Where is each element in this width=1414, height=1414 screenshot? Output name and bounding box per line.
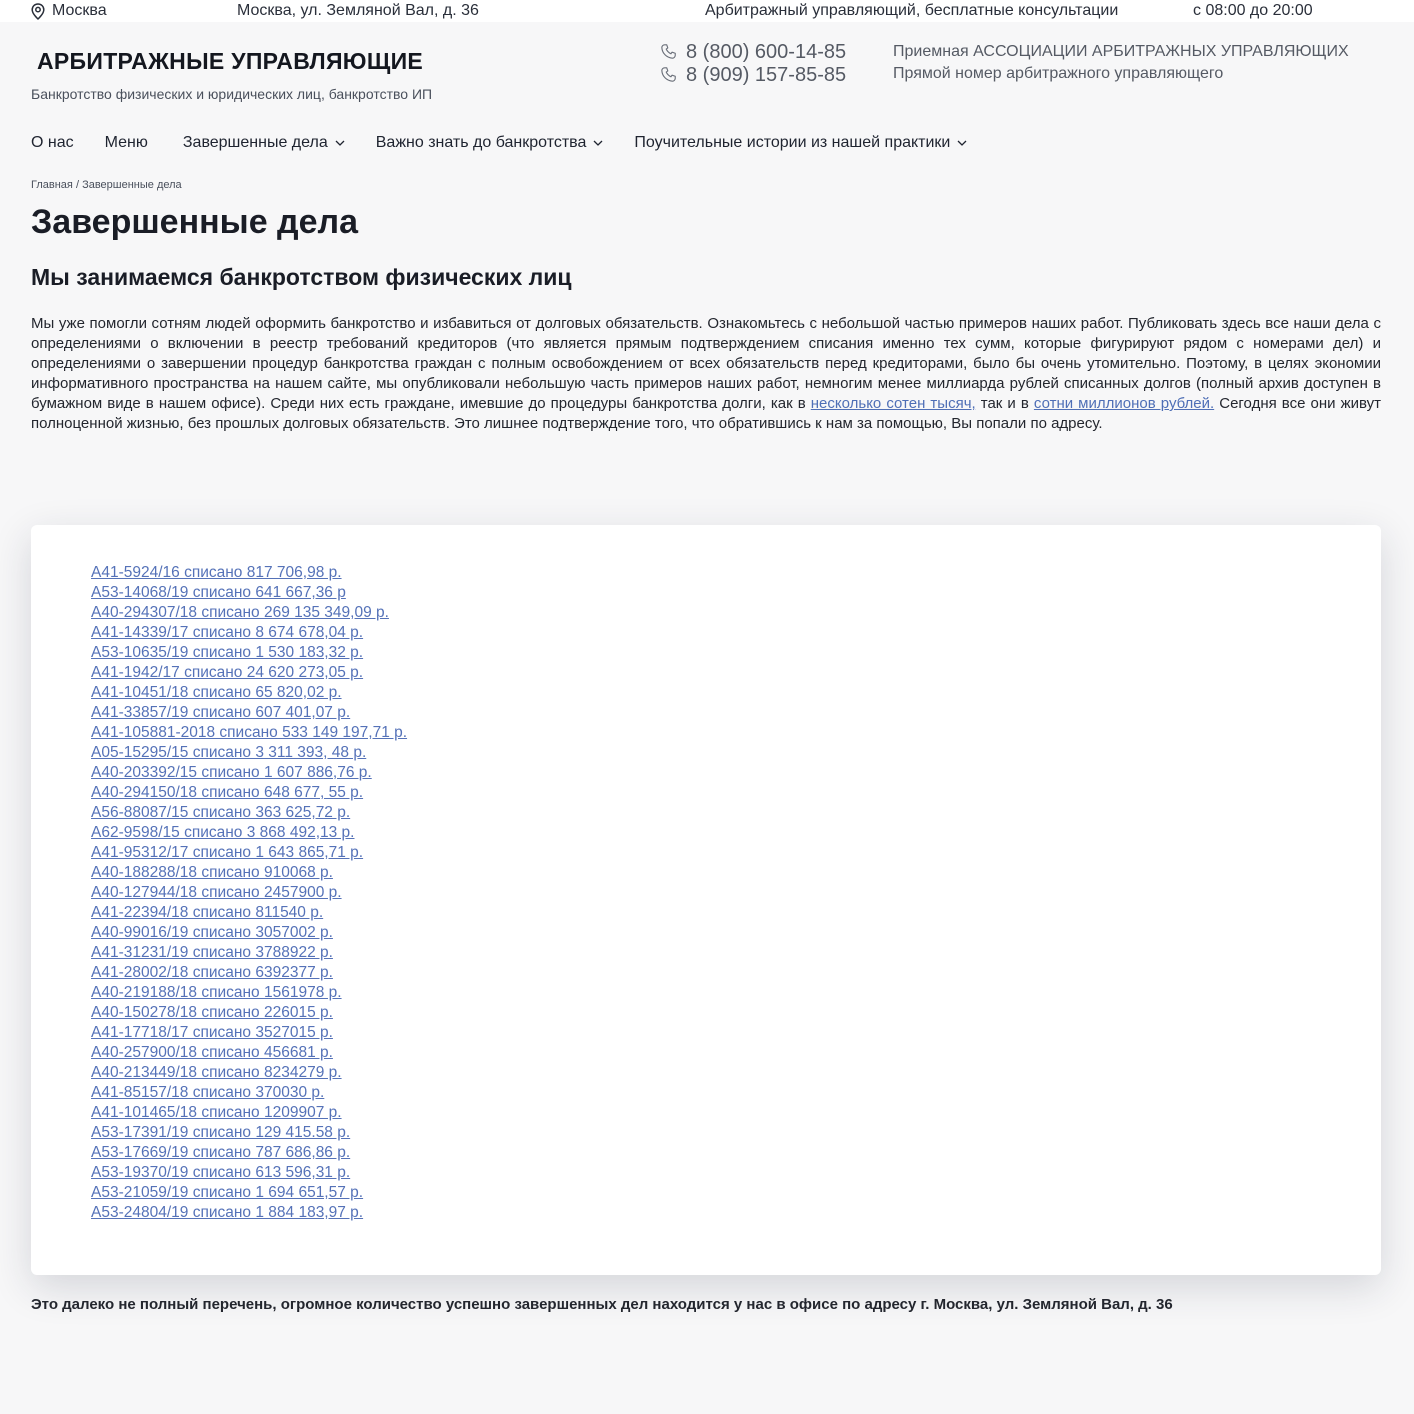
- list-item: [91, 583, 407, 603]
- list-item: [91, 1163, 407, 1183]
- intro-text-before: Мы уже помогли сотням людей оформить банкротство и избавиться от долговых обязательств. Ознакомьтесь с небольшой частью примеров наших работ. Публиковать здесь все наши дела с определениями о включении в реестр требований кредиторов (что является прямым подтверждением списания именно тех сумм, которые фигурируют рядом с номерами дел) и определениями о завершении процедур банкротства граждан с полным освобождением от всех обязательств перед кредиторами, было бы очень утомительно. Поэтому, в целях экономии информативного пространства на нашем сайте, мы опубликовали небольшую часть примеров наших работ, немногим менее миллиарда рублей списанных долгов (полный архив доступен в бумажном виде в нашем офисе). Среди них есть граждане, имевшие до процедуры банкротства долги, как в: [31, 315, 1381, 412]
- list-item: [91, 823, 407, 843]
- case-link[interactable]: А41-17718/17 списано 3527015 р.: [91, 1024, 333, 1041]
- list-item: [91, 983, 407, 1003]
- list-item: [91, 703, 407, 723]
- nav-item-menu[interactable]: [105, 134, 148, 152]
- case-link[interactable]: А53-17669/19 списано 787 686,86 р.: [91, 1144, 351, 1161]
- list-item: [91, 563, 407, 583]
- site-logo-title[interactable]: АРБИТРАЖНЫЕ УПРАВЛЯЮЩИЕ: [37, 48, 424, 74]
- list-item: [91, 1183, 407, 1203]
- case-link[interactable]: А41-105881-2018 списано 533 149 197,71 р.: [91, 724, 408, 741]
- case-link[interactable]: А40-188288/18 списано 910068 р.: [91, 864, 333, 881]
- case-link[interactable]: А40-203392/15 списано 1 607 886,76 р.: [91, 764, 372, 781]
- case-link[interactable]: А41-85157/18 списано 370030 р.: [91, 1084, 325, 1101]
- nav-item-completed-cases[interactable]: [183, 134, 345, 152]
- case-link[interactable]: А40-257900/18 списано 456681 р.: [91, 1044, 333, 1061]
- list-item: [91, 783, 407, 803]
- nav-item-label: Важно знать до банкротства: [375, 134, 587, 151]
- case-link[interactable]: А41-1942/17 списано 24 620 273,05 р.: [91, 664, 364, 681]
- list-item: [91, 1083, 407, 1103]
- list-item: [91, 943, 407, 963]
- list-item: [91, 1143, 407, 1163]
- list-item: [91, 803, 407, 823]
- case-link[interactable]: А53-21059/19 списано 1 694 651,57 р.: [91, 1184, 364, 1201]
- intro-link-hundreds-millions[interactable]: сотни миллионов рублей.: [1033, 395, 1215, 412]
- list-item: [91, 963, 407, 983]
- list-item: [91, 923, 407, 943]
- phone-link-2[interactable]: [660, 64, 846, 86]
- list-item: [91, 843, 407, 863]
- case-link[interactable]: А62-9598/15 списано 3 868 492,13 р.: [91, 824, 355, 841]
- list-item: [91, 1063, 407, 1083]
- case-link[interactable]: А41-28002/18 списано 6392377 р.: [91, 964, 333, 981]
- section-title: Мы занимаемся банкротством физических лиц: [31, 264, 572, 290]
- case-link[interactable]: А53-14068/19 списано 641 667,36 р: [91, 584, 346, 601]
- city-selector[interactable]: Москва: [52, 2, 107, 19]
- list-item: [91, 1123, 407, 1143]
- case-link[interactable]: А40-294307/18 списано 269 135 349,09 р.: [91, 604, 389, 621]
- case-link[interactable]: А41-22394/18 списано 811540 р.: [91, 904, 324, 921]
- case-link[interactable]: А56-88087/15 списано 363 625,72 р.: [91, 804, 351, 821]
- case-link[interactable]: А05-15295/15 списано 3 311 393, 48 р.: [91, 744, 367, 761]
- case-link[interactable]: А53-10635/19 списано 1 530 183,32 р.: [91, 644, 364, 661]
- case-link[interactable]: А40-294150/18 списано 648 677, 55 р.: [91, 784, 364, 801]
- nav-item-label: Завершенные дела: [182, 134, 328, 151]
- case-list: [91, 563, 407, 1223]
- list-item: [91, 683, 407, 703]
- nav-item-about[interactable]: [31, 134, 74, 152]
- list-item: [91, 663, 407, 683]
- list-item: [91, 723, 407, 743]
- phone-number-2[interactable]: 8 (909) 157-85-85: [686, 64, 847, 86]
- case-link[interactable]: А40-99016/19 списано 3057002 р.: [91, 924, 333, 941]
- main-navigation: [31, 132, 967, 154]
- list-item: [91, 1103, 407, 1123]
- case-link[interactable]: А41-14339/17 списано 8 674 678,04 р.: [91, 624, 364, 641]
- page-title: Завершенные дела: [31, 203, 359, 241]
- list-item: [91, 743, 407, 763]
- case-link[interactable]: А40-213449/18 списано 8234279 р.: [91, 1064, 342, 1081]
- nav-item-important[interactable]: [376, 134, 604, 152]
- breadcrumb-current: Завершенные дела: [82, 179, 182, 191]
- nav-item-label: Поучительные истории из нашей практики: [634, 134, 951, 151]
- case-link[interactable]: А40-127944/18 списано 2457900 р.: [91, 884, 342, 901]
- breadcrumb: [31, 179, 182, 191]
- site-tagline: Банкротство физических и юридических лиц, банкротство ИП: [31, 86, 433, 102]
- intro-paragraph: [31, 314, 1381, 434]
- chevron-down-icon: [335, 140, 345, 146]
- breadcrumb-separator: /: [75, 179, 79, 191]
- intro-link-hundreds-thousands[interactable]: несколько сотен тысяч,: [810, 395, 976, 412]
- list-item: [91, 1203, 407, 1223]
- phone-number-1[interactable]: 8 (800) 600-14-85: [686, 41, 847, 63]
- working-hours: с 08:00 до 20:00: [1193, 2, 1313, 19]
- intro-text-after: Сегодня все они живут полноценной жизнью, без прошлых долговых обязательств. Это лишнее подтверждение того, что обратившись к нам за помощью, Вы попали по адресу.: [31, 395, 1381, 432]
- case-link[interactable]: А41-33857/19 списано 607 401,07 р.: [91, 704, 351, 721]
- chevron-down-icon: [957, 140, 967, 146]
- list-item: [91, 603, 407, 623]
- list-item: [91, 1023, 407, 1043]
- list-item: [91, 903, 407, 923]
- case-link[interactable]: А41-95312/17 списано 1 643 865,71 р.: [91, 844, 364, 861]
- case-link[interactable]: А41-5924/16 списано 817 706,98 р.: [91, 564, 342, 581]
- case-link[interactable]: А40-150278/18 списано 226015 р.: [91, 1004, 333, 1021]
- phone-icon: [660, 66, 677, 83]
- phone-description-2: Прямой номер арбитражного управляющего: [893, 65, 1224, 82]
- list-item: [91, 643, 407, 663]
- office-address: Москва, ул. Земляной Вал, д. 36: [237, 2, 479, 19]
- case-link[interactable]: А53-19370/19 списано 613 596,31 р.: [91, 1164, 351, 1181]
- list-item: [91, 883, 407, 903]
- list-item: [91, 1003, 407, 1023]
- case-link[interactable]: А40-219188/18 списано 1561978 р.: [91, 984, 342, 1001]
- list-item: [91, 863, 407, 883]
- list-item: [91, 1043, 407, 1063]
- footer-note: Это далеко не полный перечень, огромное количество успешно завершенных дел находится у нас в офисе по адресу г. Москва, ул. Земляной Вал, д. 36: [31, 1296, 1173, 1313]
- case-link[interactable]: А53-17391/19 списано 129 415.58 р.: [91, 1124, 351, 1141]
- nav-item-label: О нас: [31, 134, 74, 151]
- location-pin-icon: [31, 3, 45, 20]
- list-item: [91, 763, 407, 783]
- case-link[interactable]: А41-101465/18 списано 1209907 р.: [91, 1104, 342, 1121]
- top-slogan: Арбитражный управляющий, бесплатные консультации: [705, 2, 1119, 19]
- nav-item-label: Меню: [104, 134, 148, 151]
- cases-card: [31, 525, 1381, 1275]
- phone-link-1[interactable]: [660, 41, 846, 63]
- chevron-down-icon: [593, 140, 603, 146]
- top-info-bar: [0, 0, 1414, 22]
- breadcrumb-home-link[interactable]: Главная: [31, 179, 73, 191]
- phone-icon: [660, 43, 677, 60]
- list-item: [91, 623, 407, 643]
- nav-item-stories[interactable]: [634, 134, 967, 152]
- case-link[interactable]: А41-10451/18 списано 65 820,02 р.: [91, 684, 342, 701]
- case-link[interactable]: А53-24804/19 списано 1 884 183,97 р.: [91, 1204, 364, 1221]
- phone-description-1: Приемная АССОЦИАЦИИ АРБИТРАЖНЫХ УПРАВЛЯЮЩИХ: [893, 43, 1349, 60]
- intro-text-middle: так и в: [975, 395, 1034, 412]
- case-link[interactable]: А41-31231/19 списано 3788922 р.: [91, 944, 333, 961]
